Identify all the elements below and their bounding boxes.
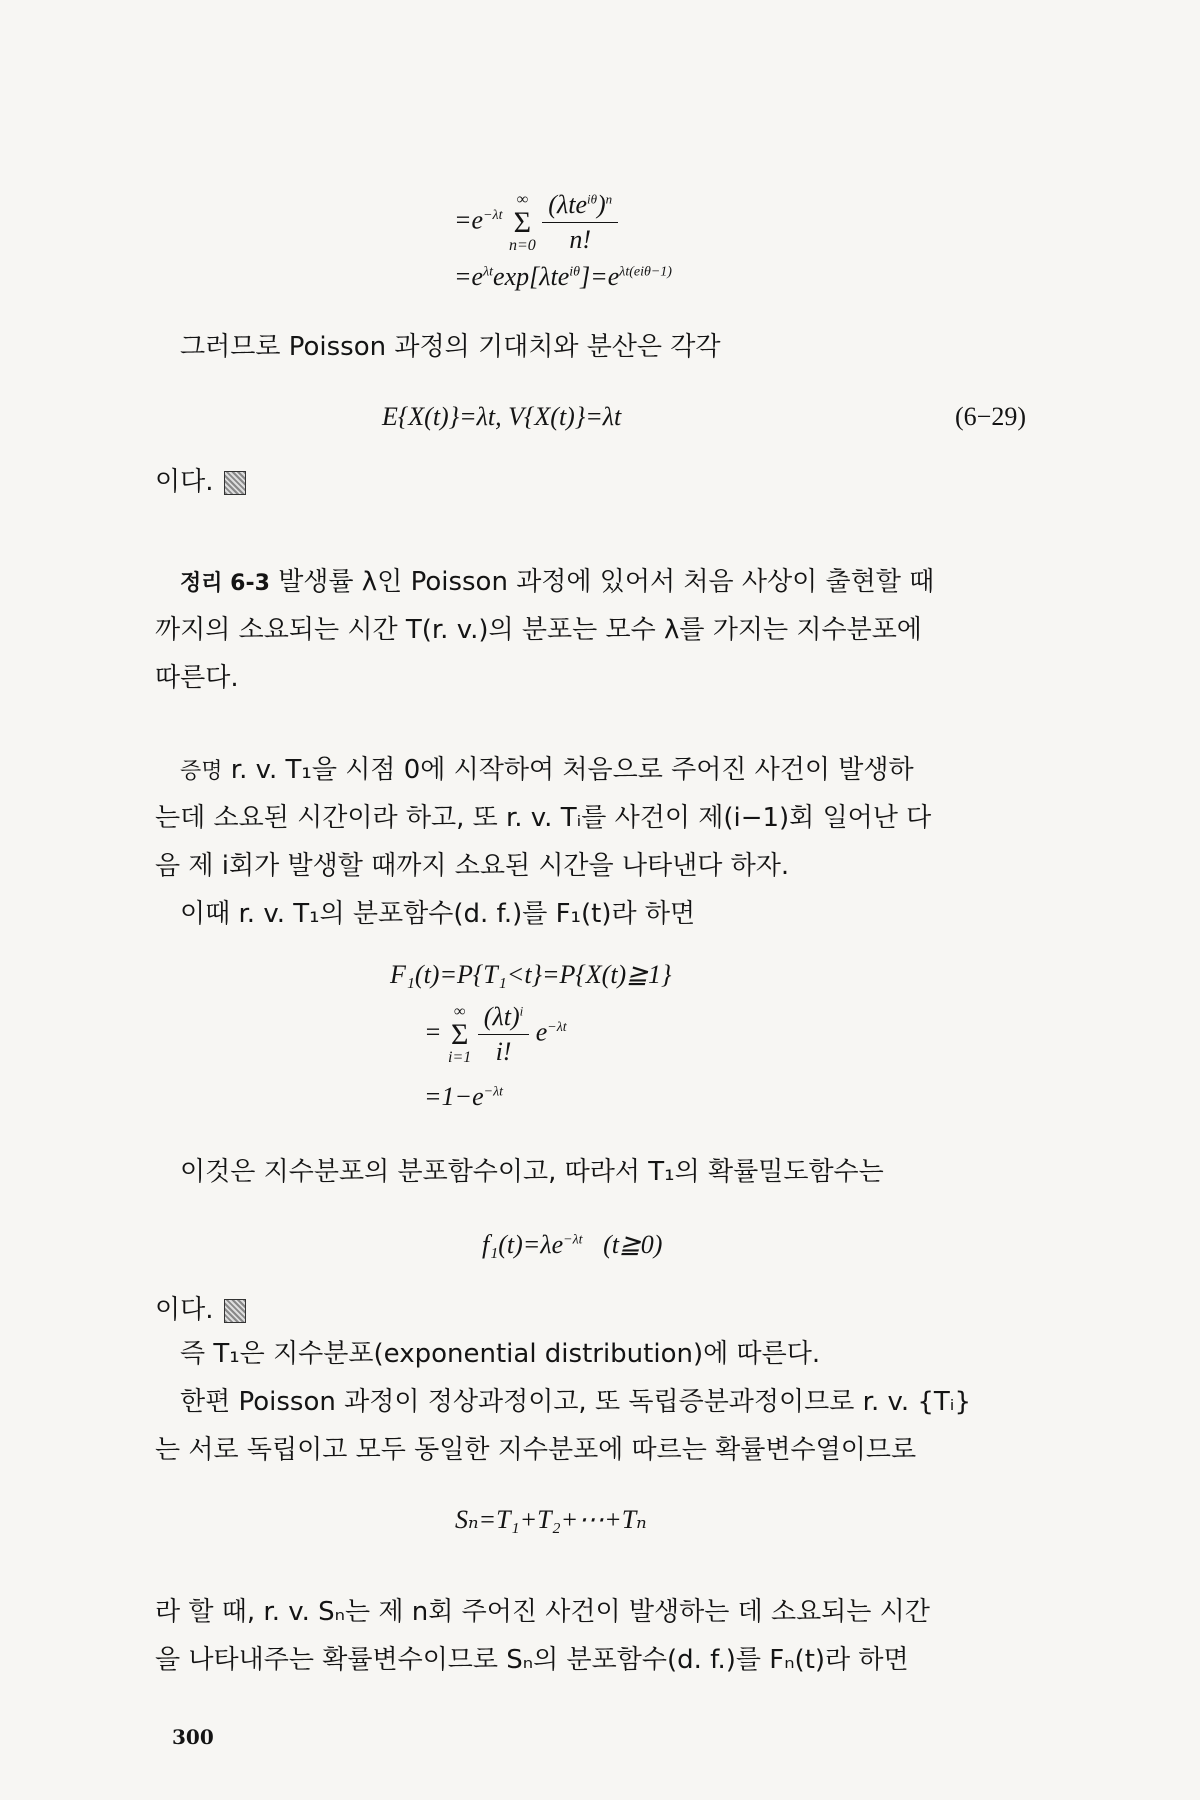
proof-line-2: 는데 소요된 시간이라 하고, 또 r. v. Tᵢ를 사건이 제(i−1)회 일어난 다 xyxy=(155,803,932,833)
cdf-fraction: $\frac{(\lambda t)^i}{i!}$ xyxy=(478,1002,529,1067)
equation-6-29: E{X(t)}=λt, V{X(t)}=λt xyxy=(382,402,622,431)
equation-cdf-line-1: F₁(t)=P{T₁<t}=P{X(t)≧1} xyxy=(390,960,672,989)
summation-symbol: ∞ Σ i=1 xyxy=(448,1002,472,1066)
theorem-line-2: 까지의 소요되는 시간 T(r. v.)의 분포는 모수 λ를 가지는 지수분포에 xyxy=(155,615,922,645)
equation-pdf: $f_1(t)=\lambda e^{-\lambda t}$ (t≧0) xyxy=(482,1230,663,1259)
theorem-line-1: 정리 6-3 발생률 λ인 Poisson 과정에 있어서 처음 사상이 출현할 때 xyxy=(180,567,935,597)
paragraph-mean-variance: 그러므로 Poisson 과정의 기대치와 분산은 각각 xyxy=(180,332,721,362)
paragraph-sn-line-1: 라 할 때, r. v. Sₙ는 제 n회 주어진 사건이 발생하는 데 소요되는 시간 xyxy=(155,1597,930,1627)
page-number: 300 xyxy=(172,1725,214,1749)
paragraph-exp-cdf: 이것은 지수분포의 분포함수이고, 따라서 T₁의 확률밀도함수는 xyxy=(180,1157,884,1187)
equation-number: (6−29) xyxy=(955,402,1026,431)
qed-icon xyxy=(224,471,246,495)
theorem-label: 정리 6-3 xyxy=(180,571,270,596)
proof-label: 증명 xyxy=(180,759,223,784)
paragraph-independence-line-1: 한편 Poisson 과정이 정상과정이고, 또 독립증분과정이므로 r. v. {Tᵢ} xyxy=(180,1387,971,1417)
paragraph-sn-line-2: 을 나타내주는 확률변수이므로 Sₙ의 분포함수(d. f.)를 Fₙ(t)라 하면 xyxy=(155,1645,909,1675)
series-fraction: $\frac{(\lambda te^{i\theta})^n}{n!}$ xyxy=(542,190,618,255)
equation-cdf-line-3: $=1-e^{-\lambda t}$ xyxy=(424,1082,504,1111)
ida-line-2: 이다. xyxy=(155,1288,246,1332)
ida-line-1: 이다. xyxy=(155,460,246,504)
paragraph-independence-line-2: 는 서로 독립이고 모두 동일한 지수분포에 따르는 확률변수열이므로 xyxy=(155,1435,917,1465)
equation-sn: Sₙ=T₁+T₂+⋯+Tₙ xyxy=(455,1505,647,1534)
proof-line-3: 음 제 i회가 발생할 때까지 소요된 시간을 나타낸다 하자. xyxy=(155,851,790,881)
proof-line-4: 이때 r. v. T₁의 분포함수(d. f.)를 F₁(t)라 하면 xyxy=(180,899,696,929)
qed-icon xyxy=(224,1299,246,1323)
summation-symbol: ∞ Σ n=0 xyxy=(509,190,536,254)
proof-line-1: 증명 r. v. T₁을 시점 0에 시작하여 처음으로 주어진 사건이 발생하 xyxy=(180,755,914,785)
equation-series-line: $=e^{-\lambda t}$ ∞ Σ n=0 $\frac{(\lambda te^{i\theta})^n}{n!}$ xyxy=(454,190,618,255)
equation-exp-line: $=e^{\lambda t}\exp[\lambda te^{i\theta}]=e^{\lambda t(ei\theta-1)}$ xyxy=(454,262,672,291)
equation-cdf-line-2: = ∞ Σ i=1 $\frac{(\lambda t)^i}{i!}$ $e^{-\lambda t}$ xyxy=(424,1002,567,1066)
theorem-line-3: 따른다. xyxy=(155,663,239,693)
paragraph-exponential: 즉 T₁은 지수분포(exponential distribution)에 따른다. xyxy=(180,1339,821,1369)
